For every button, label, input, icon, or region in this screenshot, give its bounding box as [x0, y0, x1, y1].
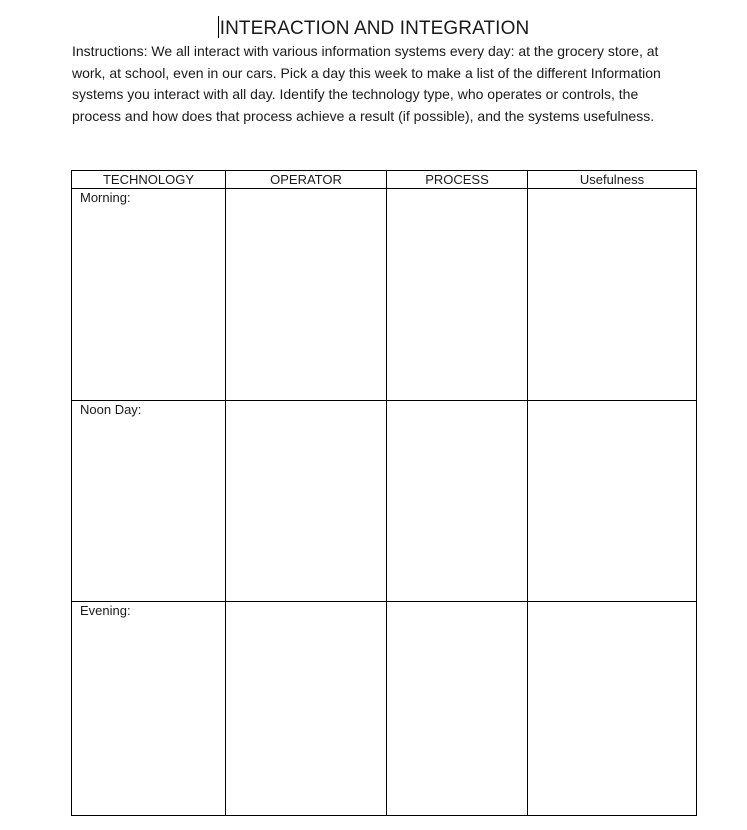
- header-usefulness: Usefulness: [528, 171, 697, 189]
- header-operator: OPERATOR: [226, 171, 387, 189]
- instructions-line: systems you interact with all day. Identify the technology type, who operates or controls, the: [72, 86, 639, 103]
- table-row-noon-day: [72, 401, 697, 602]
- row-label-noon-day: Noon Day:: [80, 402, 142, 417]
- title-text: INTERACTION AND INTEGRATION: [219, 18, 530, 39]
- cell-morning-operator[interactable]: [226, 189, 387, 401]
- instructions-paragraph: [72, 41, 700, 127]
- cell-noon-usefulness[interactable]: [528, 401, 697, 602]
- page-title: [0, 16, 747, 41]
- cell-evening-technology[interactable]: [72, 602, 226, 816]
- cell-evening-process[interactable]: [387, 602, 528, 816]
- row-label-morning: Morning:: [80, 190, 131, 205]
- cell-noon-operator[interactable]: [226, 401, 387, 602]
- instructions-line: work, at school, even in our cars. Pick a day this week to make a list of the different Information: [72, 64, 661, 81]
- row-label-evening: Evening:: [80, 603, 131, 618]
- cell-noon-technology[interactable]: [72, 401, 226, 602]
- text-cursor: [218, 16, 219, 38]
- instructions-line: Instructions: We all interact with various information systems every day: at the grocery store, at: [72, 43, 659, 59]
- cell-morning-usefulness[interactable]: [528, 189, 697, 401]
- cell-noon-process[interactable]: [387, 401, 528, 602]
- instructions-line: process and how does that process achieve a result (if possible), and the systems usefulness.: [72, 107, 655, 124]
- cell-evening-usefulness[interactable]: [528, 602, 697, 816]
- worksheet-table: [71, 170, 697, 816]
- table-row-evening: [72, 602, 697, 816]
- cell-evening-operator[interactable]: [226, 602, 387, 816]
- cell-morning-technology[interactable]: [72, 189, 226, 401]
- cell-morning-process[interactable]: [387, 189, 528, 401]
- header-row: [72, 171, 697, 189]
- header-process: PROCESS: [387, 171, 528, 189]
- header-technology: TECHNOLOGY: [72, 171, 226, 189]
- table-row-morning: [72, 189, 697, 401]
